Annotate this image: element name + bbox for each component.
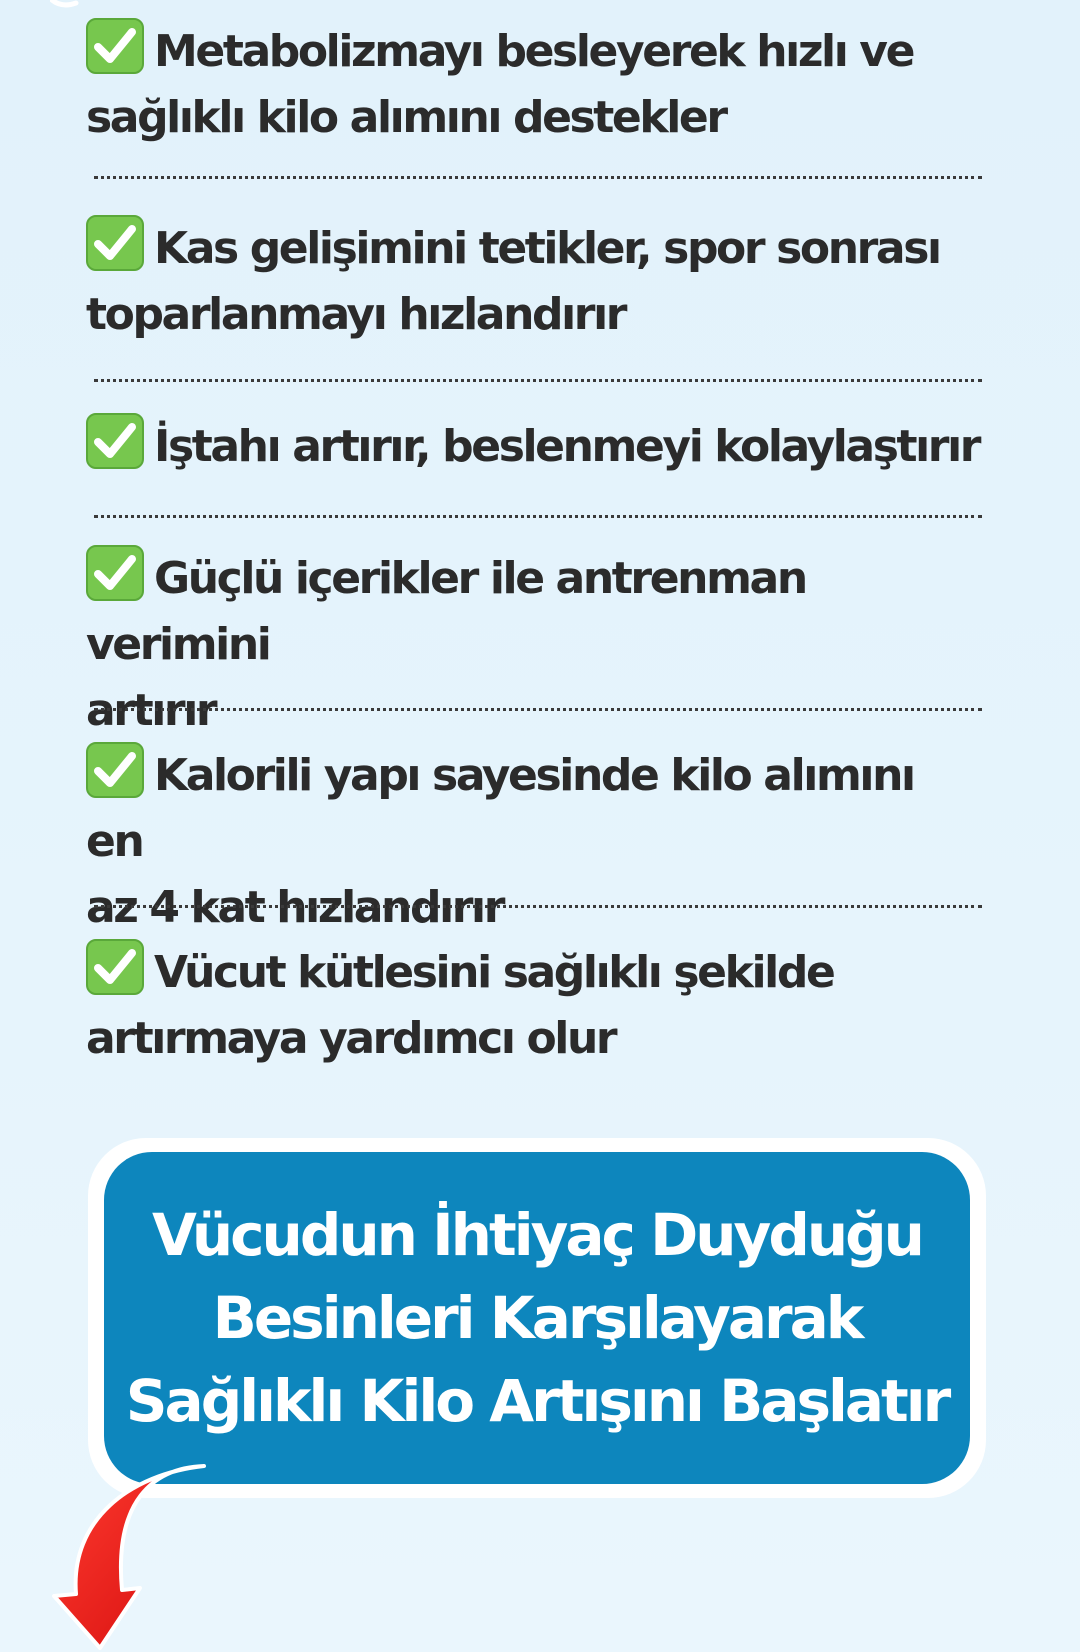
check-mark-icon — [86, 939, 148, 995]
benefit-item — [86, 215, 940, 348]
dotted-divider — [94, 905, 982, 908]
benefit-text-line1: Güçlü içerikler ile antrenman verimini — [86, 553, 806, 670]
check-mark-icon — [86, 413, 148, 469]
check-mark-icon — [86, 215, 148, 271]
cta-line-2: Besinleri Karşılayarak — [212, 1283, 862, 1352]
benefit-text-line2: sağlıklı kilo alımını destekler — [86, 92, 726, 143]
check-mark-icon — [86, 545, 148, 601]
benefit-text-line2: az 4 kat hızlandırır — [86, 882, 504, 933]
benefit-text-line1: İştahı artırır, beslenmeyi kolaylaştırır — [154, 421, 980, 472]
benefit-text-line1: Vücut kütlesini sağlıklı şekilde — [154, 947, 834, 998]
benefit-text-line2: artırmaya yardımcı olur — [86, 1013, 616, 1064]
cta-banner — [104, 1152, 970, 1484]
benefit-text-line1: Metabolizmayı besleyerek hızlı ve — [154, 26, 914, 77]
cta-line-1: Vücudun İhtiyaç Duyduğu — [152, 1200, 922, 1269]
benefit-item — [86, 742, 982, 941]
benefit-item — [86, 413, 979, 480]
dotted-divider — [94, 708, 982, 711]
dotted-divider — [94, 176, 982, 179]
benefit-text-line1: Kas gelişimini tetikler, spor sonrası — [154, 223, 940, 274]
check-mark-icon — [86, 742, 148, 798]
dotted-divider — [94, 379, 982, 382]
benefit-text-line1: Kalorili yapı sayesinde kilo alımını en — [86, 750, 914, 867]
check-mark-icon — [86, 18, 148, 74]
curved-arrow-down-icon — [40, 1462, 220, 1652]
benefit-text-line2: toparlanmayı hızlandırır — [86, 289, 626, 340]
benefit-item — [86, 939, 833, 1072]
cta-line-3: Sağlıklı Kilo Artışını Başlatır — [125, 1366, 949, 1435]
benefit-text-line2: artırır — [86, 685, 216, 736]
corner-mark-decoration — [50, 0, 90, 8]
benefit-item — [86, 545, 982, 744]
benefit-item — [86, 18, 913, 151]
dotted-divider — [94, 515, 982, 518]
